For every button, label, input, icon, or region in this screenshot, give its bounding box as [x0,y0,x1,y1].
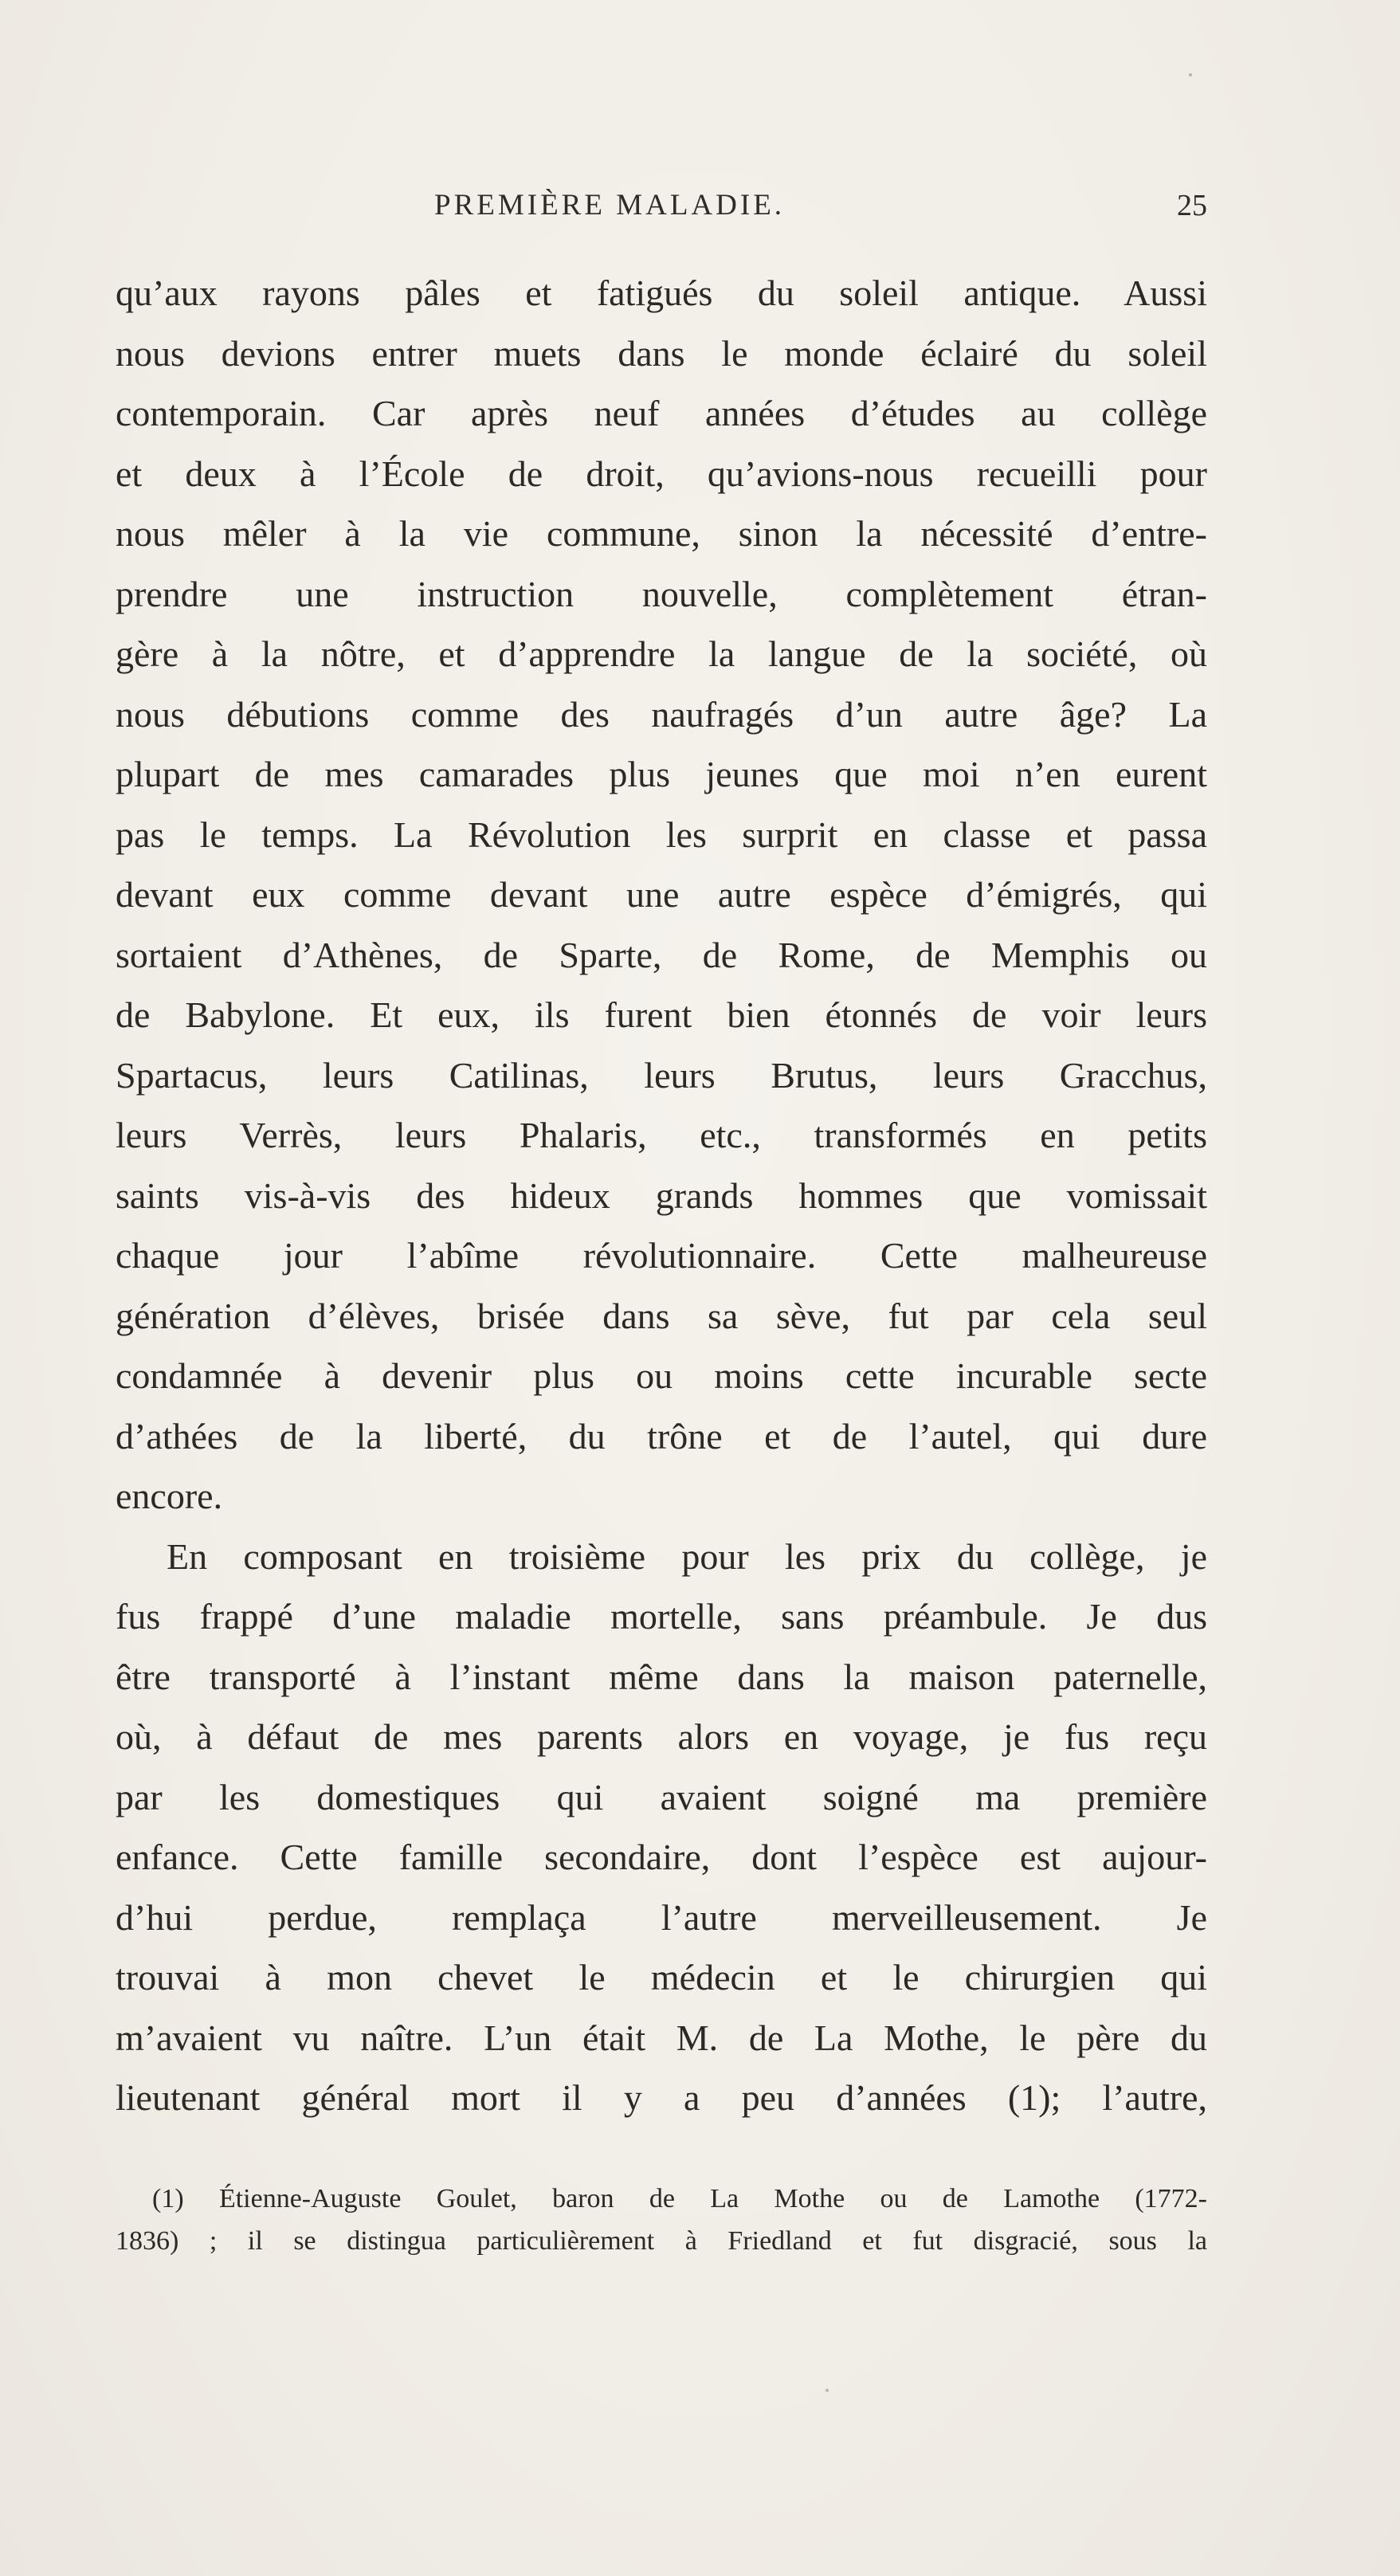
text-line: génération d’élèves, brisée dans sa sève, fut par cela seul [116,1295,1207,1336]
text-line: condamnée à devenir plus ou moins cette incurable secte [116,1355,1207,1396]
page-number: 25 [1177,189,1207,222]
text-line: de Babylone. Et eux, ils furent bien étonnés de voir leurs [116,994,1207,1035]
text-line: enfance. Cette famille secondaire, dont l’espèce est aujour- [116,1837,1207,1877]
text-line: où, à défaut de mes parents alors en voyage, je fus reçu [116,1716,1207,1757]
text-line: lieutenant général mort il y a peu d’années (1); l’autre, [116,2077,1207,2118]
text-line: sortaient d’Athènes, de Sparte, de Rome, de Memphis ou [116,934,1207,975]
text-line: contemporain. Car après neuf années d’études au collège [116,393,1207,433]
text-line: qu’aux rayons pâles et fatigués du soleil antique. Aussi [116,272,1207,313]
text-line: trouvai à mon chevet le médecin et le chirurgien qui [116,1957,1207,1998]
paper-speck [1189,73,1192,76]
paragraph-end-line: encore. [116,1476,223,1516]
text-line: et deux à l’École de droit, qu’avions-nous recueilli pour [116,453,1207,494]
text-line: d’hui perdue, remplaça l’autre merveilleusement. Je [116,1896,1207,1938]
text-line: prendre une instruction nouvelle, complètement étran- [116,573,1207,614]
text-line: leurs Verrès, leurs Phalaris, etc., transformés en petits [116,1115,1207,1155]
text-line: chaque jour l’abîme révolutionnaire. Cette malheureuse [116,1235,1207,1276]
text-line: m’avaient vu naître. L’un était M. de La Mothe, le père du [116,2017,1207,2058]
text-line: saints vis-à-vis des hideux grands hommes que vomissait [116,1174,1207,1216]
text-line: Spartacus, leurs Catilinas, leurs Brutus, leurs Gracchus, [116,1054,1207,1096]
paper-speck [825,2389,829,2392]
text-line: nous mêler à la vie commune, sinon la nécessité d’entre- [116,513,1207,554]
running-title: PREMIÈRE MALADIE. [434,189,786,222]
running-head [116,188,1207,236]
text-line: gère à la nôtre, et d’apprendre la langue de la société, où [116,633,1207,674]
text-line: nous devions entrer muets dans le monde éclairé du soleil [116,332,1207,374]
footnotes [116,2178,1207,2262]
text-line: plupart de mes camarades plus jeunes que moi n’en eurent [116,754,1207,794]
body-text [116,263,1207,2128]
text-line: nous débutions comme des naufragés d’un autre âge? La [116,693,1207,735]
text-line: devant eux comme devant une autre espèce d’émigrés, qui [116,874,1207,915]
text-line: pas le temps. La Révolution les surprit en classe et passa [116,814,1207,855]
paragraph-start-line: En composant en troisième pour les prix du collège, je [167,1535,1207,1577]
footnote-line: (1) Étienne-Auguste Goulet, baron de La Mothe ou de Lamothe (1772- [152,2184,1207,2213]
text-line: fus frappé d’une maladie mortelle, sans préambule. Je dus [116,1596,1207,1637]
text-line: être transporté à l’instant même dans la maison paternelle, [116,1656,1207,1697]
text-line: d’athées de la liberté, du trône et de l’autel, qui dure [116,1415,1207,1457]
text-line: par les domestiques qui avaient soigné ma première [116,1776,1207,1817]
footnote-line: 1836) ; il se distingua particulièrement à Friedland et fut disgracié, sous la [116,2226,1207,2256]
